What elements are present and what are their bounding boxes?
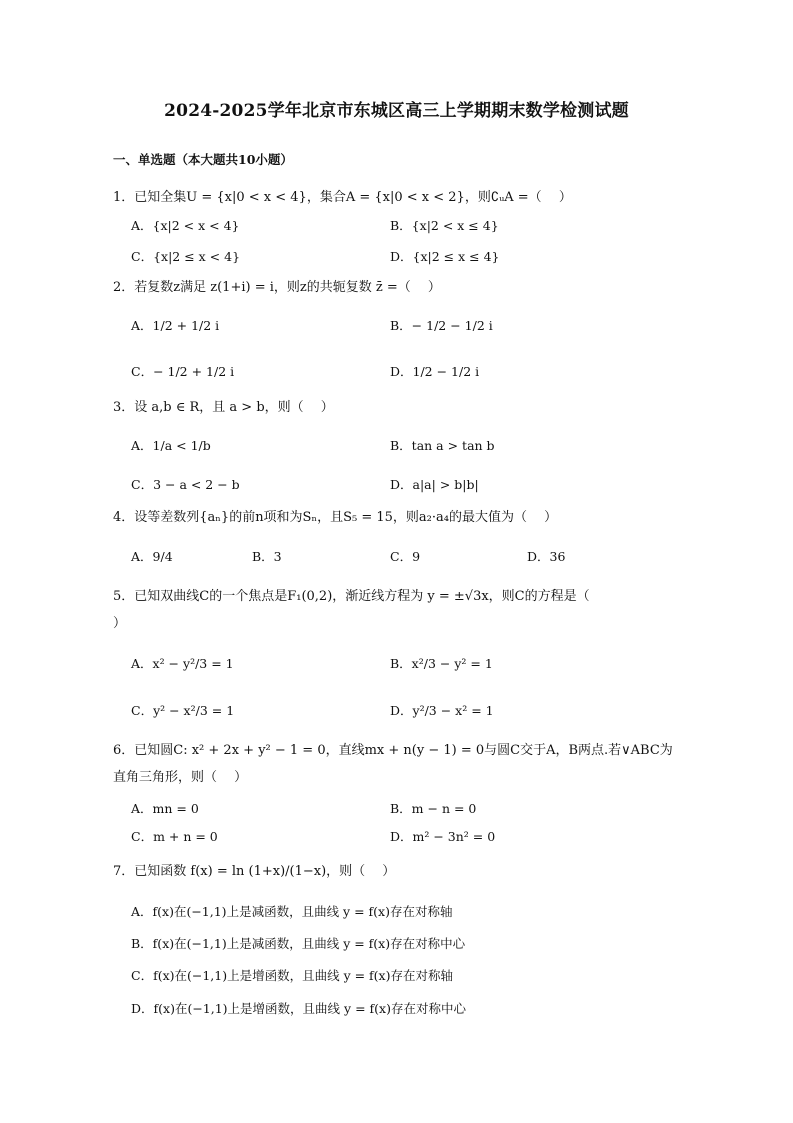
question-3-option-a: A．1/a < 1/b xyxy=(131,438,211,453)
question-7-option-d: D．f(x)在(−1,1)上是增函数，且曲线 y = f(x)存在对称中心 xyxy=(131,1001,466,1016)
question-3-option-d: D．a|a| > b|b| xyxy=(390,477,479,492)
question-1-stem: 1．已知全集U = {x|0 < x < 4}，集合A = {x|0 < x < 2}，则∁ᵤA =（ ） xyxy=(113,190,572,205)
question-3-stem: 3．设 a,b ∈ R，且 a > b，则（ ） xyxy=(113,400,334,415)
question-2-stem: 2．若复数z满足 z(1+i) = i，则z的共轭复数 z̄ =（ ） xyxy=(113,280,441,295)
question-7-option-a: A．f(x)在(−1,1)上是减函数，且曲线 y = f(x)存在对称轴 xyxy=(131,904,453,919)
question-6-option-a: A．mn = 0 xyxy=(131,801,199,816)
question-1-option-b: B．{x|2 < x ≤ 4} xyxy=(390,218,499,233)
question-4-stem: 4．设等差数列{aₙ}的前n项和为Sₙ，且S₅ = 15，则a₂·a₄的最大值为（ ） xyxy=(113,510,558,525)
question-4-option-b: B．3 xyxy=(252,549,282,564)
question-1-option-c: C．{x|2 ≤ x < 4} xyxy=(131,249,241,264)
question-1-option-a: A．{x|2 < x < 4} xyxy=(131,218,240,233)
question-6-option-d: D．m² − 3n² = 0 xyxy=(390,829,496,844)
question-7-stem: 7．已知函数 f(x) = ln (1+x)/(1−x)，则（ ） xyxy=(113,864,396,879)
question-5-option-c: C．y² − x²/3 = 1 xyxy=(131,703,235,718)
question-6-option-c: C．m + n = 0 xyxy=(131,829,218,844)
question-1-option-d: D．{x|2 ≤ x ≤ 4} xyxy=(390,249,500,264)
question-6-stem: 6．已知圆C: x² + 2x + y² − 1 = 0，直线mx + n(y − 1) = 0与圆C交于A，B两点.若∨ABC为 xyxy=(113,743,673,758)
question-3-option-c: C．3 − a < 2 − b xyxy=(131,477,240,492)
question-5-stem-continued: ） xyxy=(113,616,127,631)
question-5-option-a: A．x² − y²/3 = 1 xyxy=(131,656,234,671)
question-7-option-c: C．f(x)在(−1,1)上是增函数，且曲线 y = f(x)存在对称轴 xyxy=(131,968,453,983)
question-2-option-c: C．− 1/2 + 1/2 i xyxy=(131,364,235,379)
question-2-option-d: D．1/2 − 1/2 i xyxy=(390,364,480,379)
question-7-option-b: B．f(x)在(−1,1)上是减函数，且曲线 y = f(x)存在对称中心 xyxy=(131,936,466,951)
question-2-option-a: A．1/2 + 1/2 i xyxy=(131,318,220,333)
question-4-option-a: A．9/4 xyxy=(131,549,173,564)
question-5-option-d: D．y²/3 − x² = 1 xyxy=(390,703,494,718)
page-title: 2024-2025学年北京市东城区高三上学期期末数学检测试题 xyxy=(164,101,629,121)
question-5-stem: 5．已知双曲线C的一个焦点是F₁(0,2)，渐近线方程为 y = ±√3x，则C的方程是（ xyxy=(113,589,590,604)
question-3-option-b: B．tan a > tan b xyxy=(390,438,495,453)
question-6-option-b: B．m − n = 0 xyxy=(390,801,477,816)
question-4-option-c: C．9 xyxy=(390,549,421,564)
question-6-stem-continued: 直角三角形，则（ ） xyxy=(113,770,248,785)
question-2-option-b: B．− 1/2 − 1/2 i xyxy=(390,318,493,333)
question-4-option-d: D．36 xyxy=(527,549,566,564)
section-heading: 一、单选题（本大题共10小题） xyxy=(113,152,293,167)
question-5-option-b: B．x²/3 − y² = 1 xyxy=(390,656,493,671)
